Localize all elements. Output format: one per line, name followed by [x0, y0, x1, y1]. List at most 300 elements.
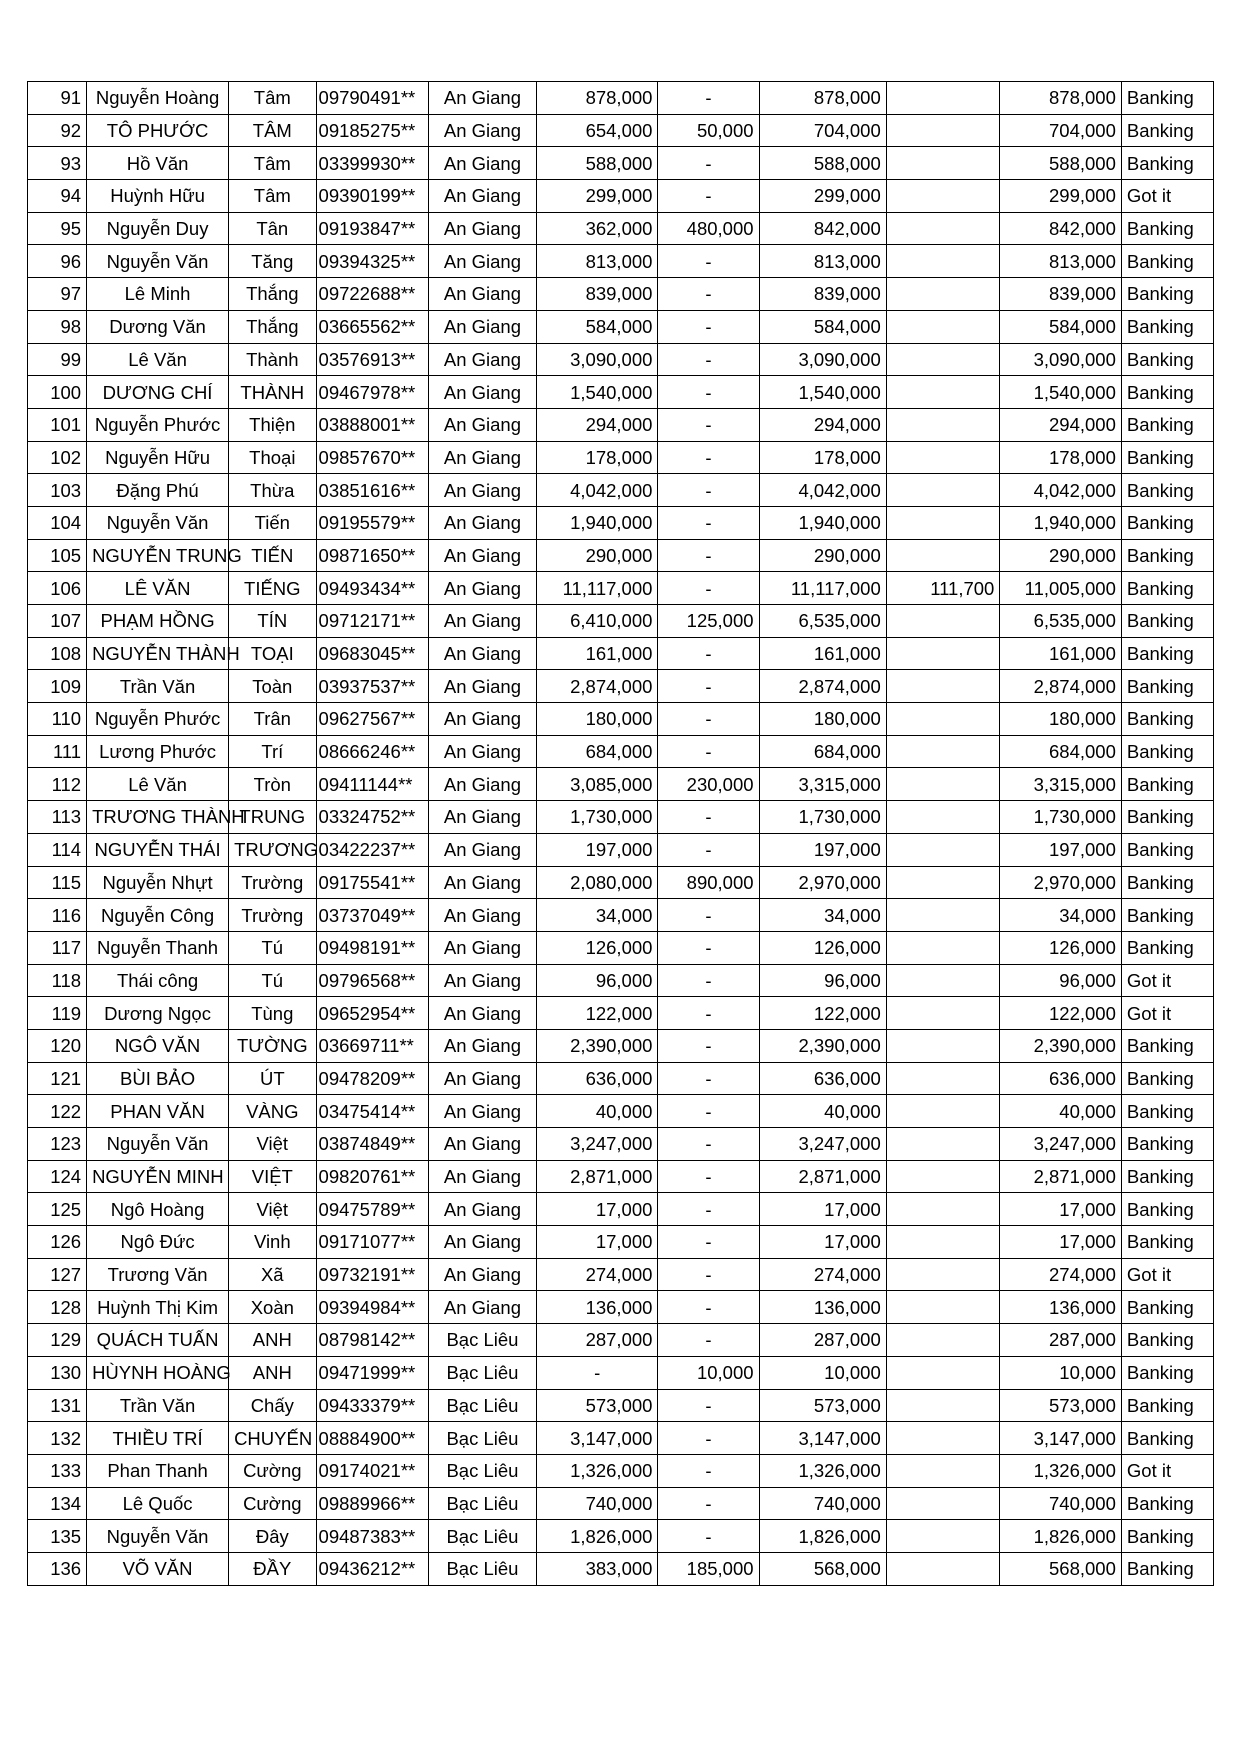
- cell-net-amount: 126,000: [1000, 931, 1122, 964]
- cell-first-name: VÀNG: [229, 1095, 316, 1128]
- cell-total: 740,000: [759, 1487, 886, 1520]
- cell-fee: [886, 212, 1000, 245]
- cell-fee: [886, 310, 1000, 343]
- cell-province: An Giang: [428, 801, 536, 834]
- cell-net-amount: 3,315,000: [1000, 768, 1122, 801]
- cell-row-number: 132: [28, 1422, 87, 1455]
- cell-phone-number: 09487383**: [316, 1520, 428, 1553]
- cell-province: An Giang: [428, 1160, 536, 1193]
- cell-fee: [886, 1487, 1000, 1520]
- cell-bonus: -: [658, 1029, 759, 1062]
- cell-last-name: Nguyễn Văn: [87, 1128, 229, 1161]
- cell-payment-method: Banking: [1121, 637, 1213, 670]
- cell-first-name: TƯỜNG: [229, 1029, 316, 1062]
- cell-phone-number: 03665562**: [316, 310, 428, 343]
- cell-amount: 2,871,000: [536, 1160, 658, 1193]
- cell-amount: 588,000: [536, 147, 658, 180]
- cell-amount: 1,730,000: [536, 801, 658, 834]
- cell-amount: 2,874,000: [536, 670, 658, 703]
- cell-phone-number: 09467978**: [316, 376, 428, 409]
- cell-net-amount: 2,871,000: [1000, 1160, 1122, 1193]
- cell-first-name: Thành: [229, 343, 316, 376]
- cell-amount: 2,080,000: [536, 866, 658, 899]
- cell-last-name: Ngô Đức: [87, 1226, 229, 1259]
- cell-province: An Giang: [428, 1128, 536, 1161]
- cell-first-name: Thừa: [229, 474, 316, 507]
- cell-phone-number: 09889966**: [316, 1487, 428, 1520]
- cell-bonus: -: [658, 899, 759, 932]
- cell-phone-number: 03324752**: [316, 801, 428, 834]
- cell-total: 178,000: [759, 441, 886, 474]
- cell-amount: 3,090,000: [536, 343, 658, 376]
- table-row: [28, 1487, 1214, 1520]
- cell-first-name: Tâm: [229, 147, 316, 180]
- cell-first-name: ANH: [229, 1324, 316, 1357]
- cell-phone-number: 09433379**: [316, 1389, 428, 1422]
- cell-row-number: 126: [28, 1226, 87, 1259]
- cell-bonus: -: [658, 1062, 759, 1095]
- cell-fee: [886, 1454, 1000, 1487]
- cell-first-name: Thắng: [229, 310, 316, 343]
- cell-amount: 3,247,000: [536, 1128, 658, 1161]
- cell-fee: [886, 866, 1000, 899]
- cell-phone-number: 09857670**: [316, 441, 428, 474]
- cell-phone-number: 09471999**: [316, 1356, 428, 1389]
- cell-row-number: 100: [28, 376, 87, 409]
- cell-first-name: Tân: [229, 212, 316, 245]
- cell-payment-method: Banking: [1121, 310, 1213, 343]
- cell-bonus: -: [658, 376, 759, 409]
- cell-amount: 684,000: [536, 735, 658, 768]
- cell-last-name: Thái công: [87, 964, 229, 997]
- cell-province: Bạc Liêu: [428, 1422, 536, 1455]
- cell-payment-method: Banking: [1121, 1128, 1213, 1161]
- cell-total: 1,326,000: [759, 1454, 886, 1487]
- cell-fee: [886, 1291, 1000, 1324]
- cell-bonus: -: [658, 539, 759, 572]
- cell-province: An Giang: [428, 1291, 536, 1324]
- cell-first-name: Cường: [229, 1454, 316, 1487]
- cell-phone-number: 09394325**: [316, 245, 428, 278]
- cell-last-name: HÙYNH HOÀNG: [87, 1356, 229, 1389]
- cell-last-name: Lê Văn: [87, 343, 229, 376]
- cell-payment-method: Banking: [1121, 1324, 1213, 1357]
- cell-payment-method: Banking: [1121, 866, 1213, 899]
- cell-payment-method: Banking: [1121, 1552, 1213, 1585]
- cell-last-name: Trần Văn: [87, 1389, 229, 1422]
- cell-row-number: 111: [28, 735, 87, 768]
- cell-fee: [886, 245, 1000, 278]
- cell-first-name: Tăng: [229, 245, 316, 278]
- cell-payment-method: Banking: [1121, 474, 1213, 507]
- table-row: [28, 931, 1214, 964]
- cell-first-name: Tâm: [229, 82, 316, 115]
- cell-bonus: -: [658, 931, 759, 964]
- cell-province: An Giang: [428, 245, 536, 278]
- cell-total: 34,000: [759, 899, 886, 932]
- cell-net-amount: 17,000: [1000, 1193, 1122, 1226]
- cell-bonus: -: [658, 343, 759, 376]
- cell-total: 1,730,000: [759, 801, 886, 834]
- cell-amount: 180,000: [536, 703, 658, 736]
- table-row: [28, 474, 1214, 507]
- cell-last-name: TRƯƠNG THÀNH: [87, 801, 229, 834]
- cell-first-name: Trí: [229, 735, 316, 768]
- cell-amount: 3,147,000: [536, 1422, 658, 1455]
- cell-fee: [886, 1258, 1000, 1291]
- cell-net-amount: 11,005,000: [1000, 572, 1122, 605]
- cell-fee: [886, 441, 1000, 474]
- cell-last-name: Nguyễn Phước: [87, 408, 229, 441]
- table-row: [28, 506, 1214, 539]
- cell-phone-number: 09627567**: [316, 703, 428, 736]
- table-row: [28, 1291, 1214, 1324]
- cell-first-name: Xoàn: [229, 1291, 316, 1324]
- cell-total: 704,000: [759, 114, 886, 147]
- cell-phone-number: 09712171**: [316, 605, 428, 638]
- cell-payment-method: Banking: [1121, 1291, 1213, 1324]
- cell-row-number: 123: [28, 1128, 87, 1161]
- cell-amount: 2,390,000: [536, 1029, 658, 1062]
- cell-payment-method: Banking: [1121, 212, 1213, 245]
- cell-amount: 636,000: [536, 1062, 658, 1095]
- cell-bonus: -: [658, 408, 759, 441]
- cell-province: An Giang: [428, 180, 536, 213]
- cell-row-number: 119: [28, 997, 87, 1030]
- cell-payment-method: Banking: [1121, 1389, 1213, 1422]
- cell-payment-method: Banking: [1121, 931, 1213, 964]
- cell-bonus: -: [658, 801, 759, 834]
- cell-fee: [886, 768, 1000, 801]
- cell-phone-number: 09390199**: [316, 180, 428, 213]
- cell-first-name: Trường: [229, 866, 316, 899]
- cell-payment-method: Banking: [1121, 376, 1213, 409]
- cell-province: An Giang: [428, 212, 536, 245]
- cell-row-number: 110: [28, 703, 87, 736]
- cell-payment-method: Banking: [1121, 1356, 1213, 1389]
- cell-total: 573,000: [759, 1389, 886, 1422]
- cell-province: An Giang: [428, 997, 536, 1030]
- cell-first-name: TRUNG: [229, 801, 316, 834]
- cell-province: Bạc Liêu: [428, 1324, 536, 1357]
- cell-net-amount: 122,000: [1000, 997, 1122, 1030]
- cell-fee: [886, 539, 1000, 572]
- cell-province: An Giang: [428, 310, 536, 343]
- cell-bonus: -: [658, 474, 759, 507]
- cell-amount: 17,000: [536, 1193, 658, 1226]
- cell-row-number: 135: [28, 1520, 87, 1553]
- cell-total: 636,000: [759, 1062, 886, 1095]
- cell-bonus: -: [658, 1160, 759, 1193]
- cell-fee: [886, 408, 1000, 441]
- cell-total: 197,000: [759, 833, 886, 866]
- cell-amount: 3,085,000: [536, 768, 658, 801]
- cell-row-number: 131: [28, 1389, 87, 1422]
- cell-bonus: -: [658, 572, 759, 605]
- cell-first-name: TRƯƠNG: [229, 833, 316, 866]
- cell-row-number: 92: [28, 114, 87, 147]
- cell-phone-number: 09732191**: [316, 1258, 428, 1291]
- cell-first-name: ĐẦY: [229, 1552, 316, 1585]
- cell-last-name: NGUYỄN MINH: [87, 1160, 229, 1193]
- table-row: [28, 1062, 1214, 1095]
- table-row: [28, 703, 1214, 736]
- cell-amount: 573,000: [536, 1389, 658, 1422]
- cell-province: An Giang: [428, 735, 536, 768]
- cell-amount: 1,826,000: [536, 1520, 658, 1553]
- cell-last-name: PHAN VĂN: [87, 1095, 229, 1128]
- table-row: [28, 539, 1214, 572]
- cell-amount: -: [536, 1356, 658, 1389]
- cell-total: 839,000: [759, 278, 886, 311]
- cell-net-amount: 1,540,000: [1000, 376, 1122, 409]
- cell-amount: 126,000: [536, 931, 658, 964]
- cell-last-name: PHẠM HỒNG: [87, 605, 229, 638]
- cell-first-name: Tú: [229, 931, 316, 964]
- cell-row-number: 134: [28, 1487, 87, 1520]
- cell-phone-number: 03576913**: [316, 343, 428, 376]
- cell-total: 4,042,000: [759, 474, 886, 507]
- cell-first-name: TOẠI: [229, 637, 316, 670]
- cell-fee: [886, 1128, 1000, 1161]
- cell-payment-method: Got it: [1121, 180, 1213, 213]
- cell-row-number: 104: [28, 506, 87, 539]
- cell-bonus: -: [658, 1520, 759, 1553]
- cell-bonus: -: [658, 1291, 759, 1324]
- cell-payment-method: Banking: [1121, 343, 1213, 376]
- cell-bonus: -: [658, 245, 759, 278]
- table-row: [28, 801, 1214, 834]
- cell-last-name: Hồ Văn: [87, 147, 229, 180]
- cell-net-amount: 2,874,000: [1000, 670, 1122, 703]
- table-row: [28, 735, 1214, 768]
- cell-payment-method: Got it: [1121, 1258, 1213, 1291]
- cell-phone-number: 09475789**: [316, 1193, 428, 1226]
- cell-payment-method: Got it: [1121, 1454, 1213, 1487]
- cell-net-amount: 1,326,000: [1000, 1454, 1122, 1487]
- table-row: [28, 1128, 1214, 1161]
- cell-phone-number: 03422237**: [316, 833, 428, 866]
- cell-last-name: Nguyễn Phước: [87, 703, 229, 736]
- cell-province: An Giang: [428, 833, 536, 866]
- cell-payment-method: Banking: [1121, 1487, 1213, 1520]
- cell-bonus: 50,000: [658, 114, 759, 147]
- cell-province: An Giang: [428, 1029, 536, 1062]
- cell-row-number: 113: [28, 801, 87, 834]
- cell-province: An Giang: [428, 637, 536, 670]
- cell-payment-method: Banking: [1121, 1029, 1213, 1062]
- cell-total: 588,000: [759, 147, 886, 180]
- cell-amount: 290,000: [536, 539, 658, 572]
- cell-first-name: Trân: [229, 703, 316, 736]
- cell-net-amount: 197,000: [1000, 833, 1122, 866]
- table-row: [28, 1356, 1214, 1389]
- cell-fee: [886, 506, 1000, 539]
- cell-net-amount: 684,000: [1000, 735, 1122, 768]
- cell-payment-method: Banking: [1121, 670, 1213, 703]
- cell-payment-method: Banking: [1121, 278, 1213, 311]
- cell-net-amount: 3,247,000: [1000, 1128, 1122, 1161]
- cell-last-name: Nguyễn Nhựt: [87, 866, 229, 899]
- table-row: [28, 212, 1214, 245]
- cell-province: An Giang: [428, 1258, 536, 1291]
- cell-amount: 1,540,000: [536, 376, 658, 409]
- cell-phone-number: 08884900**: [316, 1422, 428, 1455]
- cell-fee: [886, 343, 1000, 376]
- cell-province: An Giang: [428, 278, 536, 311]
- table-row: [28, 1552, 1214, 1585]
- table-row: [28, 670, 1214, 703]
- cell-last-name: Nguyễn Công: [87, 899, 229, 932]
- cell-row-number: 112: [28, 768, 87, 801]
- cell-row-number: 118: [28, 964, 87, 997]
- cell-province: An Giang: [428, 572, 536, 605]
- cell-last-name: NGUYỄN THÁI: [87, 833, 229, 866]
- cell-bonus: -: [658, 1226, 759, 1259]
- cell-row-number: 117: [28, 931, 87, 964]
- table-row: [28, 343, 1214, 376]
- cell-total: 11,117,000: [759, 572, 886, 605]
- cell-total: 3,147,000: [759, 1422, 886, 1455]
- cell-fee: [886, 605, 1000, 638]
- cell-phone-number: 09683045**: [316, 637, 428, 670]
- table-row: [28, 1258, 1214, 1291]
- cell-bonus: -: [658, 833, 759, 866]
- cell-payment-method: Banking: [1121, 899, 1213, 932]
- cell-fee: [886, 376, 1000, 409]
- cell-fee: [886, 1324, 1000, 1357]
- cell-total: 3,315,000: [759, 768, 886, 801]
- cell-fee: [886, 1029, 1000, 1062]
- cell-row-number: 106: [28, 572, 87, 605]
- table-row: [28, 1422, 1214, 1455]
- cell-province: An Giang: [428, 866, 536, 899]
- cell-net-amount: 704,000: [1000, 114, 1122, 147]
- cell-province: An Giang: [428, 82, 536, 115]
- table-row: [28, 278, 1214, 311]
- table-row: [28, 1324, 1214, 1357]
- cell-net-amount: 294,000: [1000, 408, 1122, 441]
- cell-net-amount: 178,000: [1000, 441, 1122, 474]
- cell-first-name: Việt: [229, 1193, 316, 1226]
- cell-last-name: VÕ VĂN: [87, 1552, 229, 1585]
- cell-total: 878,000: [759, 82, 886, 115]
- cell-first-name: CHUYẾN: [229, 1422, 316, 1455]
- cell-phone-number: 08798142**: [316, 1324, 428, 1357]
- cell-row-number: 129: [28, 1324, 87, 1357]
- cell-phone-number: 09193847**: [316, 212, 428, 245]
- cell-bonus: -: [658, 637, 759, 670]
- cell-fee: [886, 931, 1000, 964]
- cell-first-name: VIỆT: [229, 1160, 316, 1193]
- cell-province: An Giang: [428, 1095, 536, 1128]
- cell-first-name: Tú: [229, 964, 316, 997]
- cell-fee: [886, 964, 1000, 997]
- cell-province: An Giang: [428, 506, 536, 539]
- cell-row-number: 115: [28, 866, 87, 899]
- cell-row-number: 127: [28, 1258, 87, 1291]
- cell-net-amount: 161,000: [1000, 637, 1122, 670]
- cell-first-name: Đây: [229, 1520, 316, 1553]
- cell-bonus: -: [658, 670, 759, 703]
- cell-fee: [886, 147, 1000, 180]
- cell-row-number: 101: [28, 408, 87, 441]
- cell-row-number: 114: [28, 833, 87, 866]
- cell-province: An Giang: [428, 539, 536, 572]
- table-row: [28, 768, 1214, 801]
- cell-last-name: QUÁCH TUẤN: [87, 1324, 229, 1357]
- cell-payment-method: Banking: [1121, 147, 1213, 180]
- cell-row-number: 130: [28, 1356, 87, 1389]
- cell-net-amount: 10,000: [1000, 1356, 1122, 1389]
- cell-row-number: 125: [28, 1193, 87, 1226]
- cell-total: 290,000: [759, 539, 886, 572]
- cell-total: 3,247,000: [759, 1128, 886, 1161]
- cell-net-amount: 839,000: [1000, 278, 1122, 311]
- cell-net-amount: 1,826,000: [1000, 1520, 1122, 1553]
- cell-net-amount: 274,000: [1000, 1258, 1122, 1291]
- cell-total: 294,000: [759, 408, 886, 441]
- cell-last-name: Nguyễn Thanh: [87, 931, 229, 964]
- cell-total: 1,826,000: [759, 1520, 886, 1553]
- cell-payment-method: Banking: [1121, 735, 1213, 768]
- cell-amount: 813,000: [536, 245, 658, 278]
- cell-first-name: TÂM: [229, 114, 316, 147]
- cell-fee: [886, 899, 1000, 932]
- cell-phone-number: 09871650**: [316, 539, 428, 572]
- cell-payment-method: Banking: [1121, 768, 1213, 801]
- cell-amount: 584,000: [536, 310, 658, 343]
- cell-total: 813,000: [759, 245, 886, 278]
- cell-net-amount: 588,000: [1000, 147, 1122, 180]
- cell-bonus: -: [658, 1095, 759, 1128]
- cell-net-amount: 3,090,000: [1000, 343, 1122, 376]
- cell-first-name: Tâm: [229, 180, 316, 213]
- cell-bonus: -: [658, 310, 759, 343]
- cell-total: 1,540,000: [759, 376, 886, 409]
- cell-payment-method: Banking: [1121, 1520, 1213, 1553]
- cell-net-amount: 636,000: [1000, 1062, 1122, 1095]
- cell-first-name: Xã: [229, 1258, 316, 1291]
- cell-last-name: Nguyễn Duy: [87, 212, 229, 245]
- cell-province: An Giang: [428, 343, 536, 376]
- cell-first-name: Tròn: [229, 768, 316, 801]
- cell-bonus: -: [658, 180, 759, 213]
- cell-payment-method: Banking: [1121, 245, 1213, 278]
- cell-last-name: Nguyễn Văn: [87, 506, 229, 539]
- cell-province: Bạc Liêu: [428, 1356, 536, 1389]
- cell-amount: 1,326,000: [536, 1454, 658, 1487]
- cell-bonus: -: [658, 1324, 759, 1357]
- cell-total: 161,000: [759, 637, 886, 670]
- cell-fee: [886, 1160, 1000, 1193]
- cell-net-amount: 1,940,000: [1000, 506, 1122, 539]
- cell-total: 2,871,000: [759, 1160, 886, 1193]
- cell-first-name: TÍN: [229, 605, 316, 638]
- cell-fee: [886, 735, 1000, 768]
- cell-phone-number: 09195579**: [316, 506, 428, 539]
- cell-total: 136,000: [759, 1291, 886, 1324]
- cell-amount: 287,000: [536, 1324, 658, 1357]
- cell-total: 2,390,000: [759, 1029, 886, 1062]
- cell-province: An Giang: [428, 376, 536, 409]
- cell-row-number: 102: [28, 441, 87, 474]
- cell-payment-method: Banking: [1121, 833, 1213, 866]
- cell-last-name: Đặng Phú: [87, 474, 229, 507]
- cell-net-amount: 299,000: [1000, 180, 1122, 213]
- cell-net-amount: 4,042,000: [1000, 474, 1122, 507]
- cell-total: 2,874,000: [759, 670, 886, 703]
